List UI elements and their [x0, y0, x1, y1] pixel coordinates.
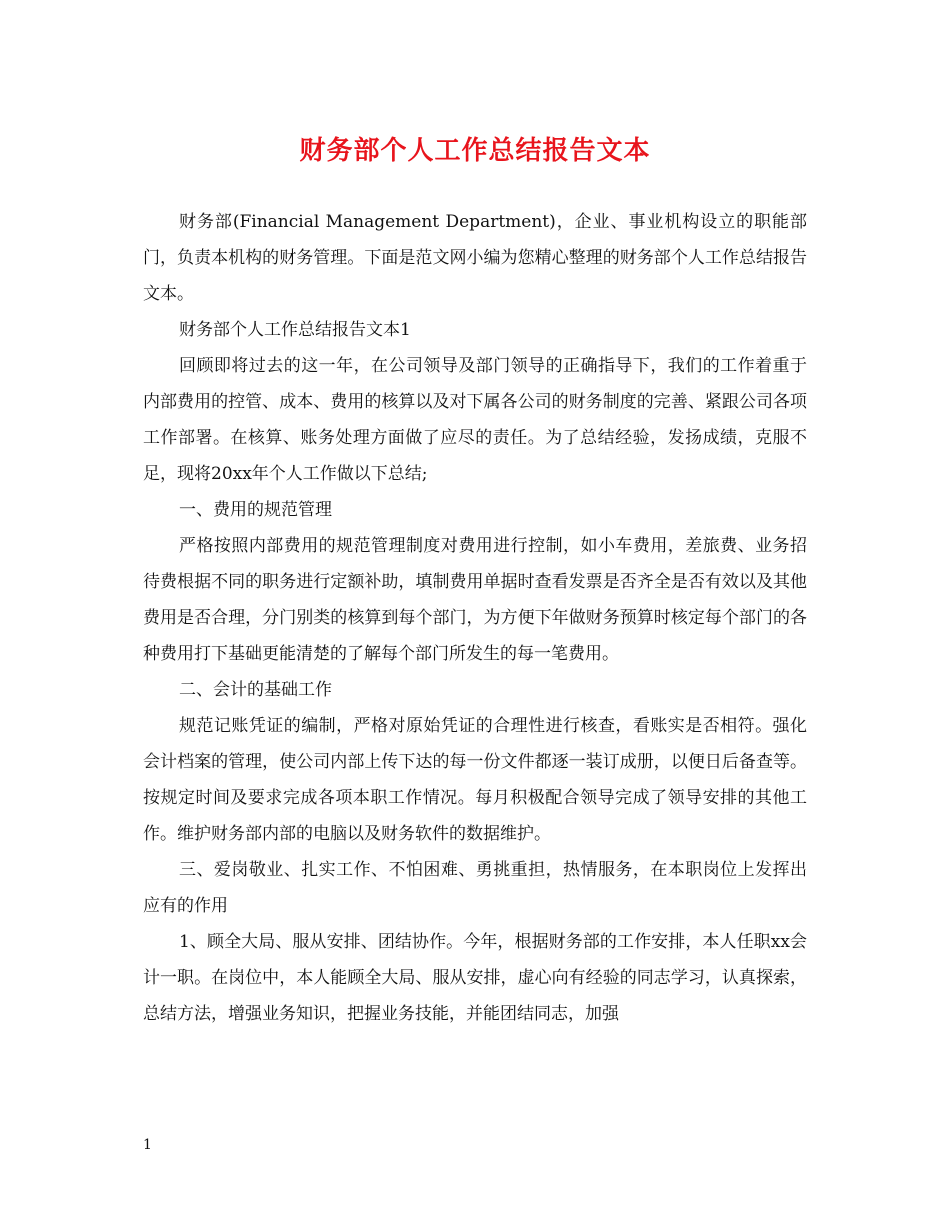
section-heading: 二、会计的基础工作 [179, 680, 332, 700]
body-paragraph: 规范记账凭证的编制，严格对原始凭证的合理性进行核查，看账实是否相符。强化会计档案的管理，使公司内部上传下达的每一份文件都逐一装订成册，以便日后备查等。按规定时间及要求完成各项本职工作情况。每月积极配合领导完成了领导安排的其他工作。维护财务部内部的电脑以及财务软件的数据维护。 [143, 716, 807, 844]
document-body [143, 204, 807, 1032]
body-paragraph: 严格按照内部费用的规范管理制度对费用进行控制，如小车费用，差旅费、业务招待费根据不同的职务进行定额补助，填制费用单据时查看发票是否齐全是否有效以及其他费用是否合理，分门别类的核算到每个部门，为方便下年做财务预算时核定每个部门的各种费用打下基础更能清楚的了解每个部门所发生的每一笔费用。 [143, 536, 807, 664]
body-paragraph: 回顾即将过去的这一年，在公司领导及部门领导的正确指导下，我们的工作着重于内部费用的控管、成本、费用的核算以及对下属各公司的财务制度的完善、紧跟公司各项工作部署。在核算、账务处理方面做了应尽的责任。为了总结经验，发扬成绩，克服不足，现将20xx年个人工作做以下总结; [143, 356, 807, 484]
section-subtitle: 财务部个人工作总结报告文本1 [179, 320, 411, 340]
body-paragraph: 1、顾全大局、服从安排、团结协作。今年，根据财务部的工作安排，本人任职xx会计一职。在岗位中，本人能顾全大局、服从安排，虚心向有经验的同志学习，认真探索，总结方法，增强业务知识，把握业务技能，并能团结同志，加强 [143, 932, 807, 1024]
page-number: 1 [143, 1137, 152, 1153]
page-title: 财务部个人工作总结报告文本 [299, 136, 651, 166]
intro-paragraph: 财务部(Financial Management Department)，企业、事业机构设立的职能部门，负责本机构的财务管理。下面是范文网小编为您精心整理的财务部个人工作总结报告文本。 [143, 212, 807, 304]
section-heading: 三、爱岗敬业、扎实工作、不怕困难、勇挑重担，热情服务，在本职岗位上发挥出应有的作用 [143, 860, 807, 916]
section-heading: 一、费用的规范管理 [179, 500, 332, 520]
